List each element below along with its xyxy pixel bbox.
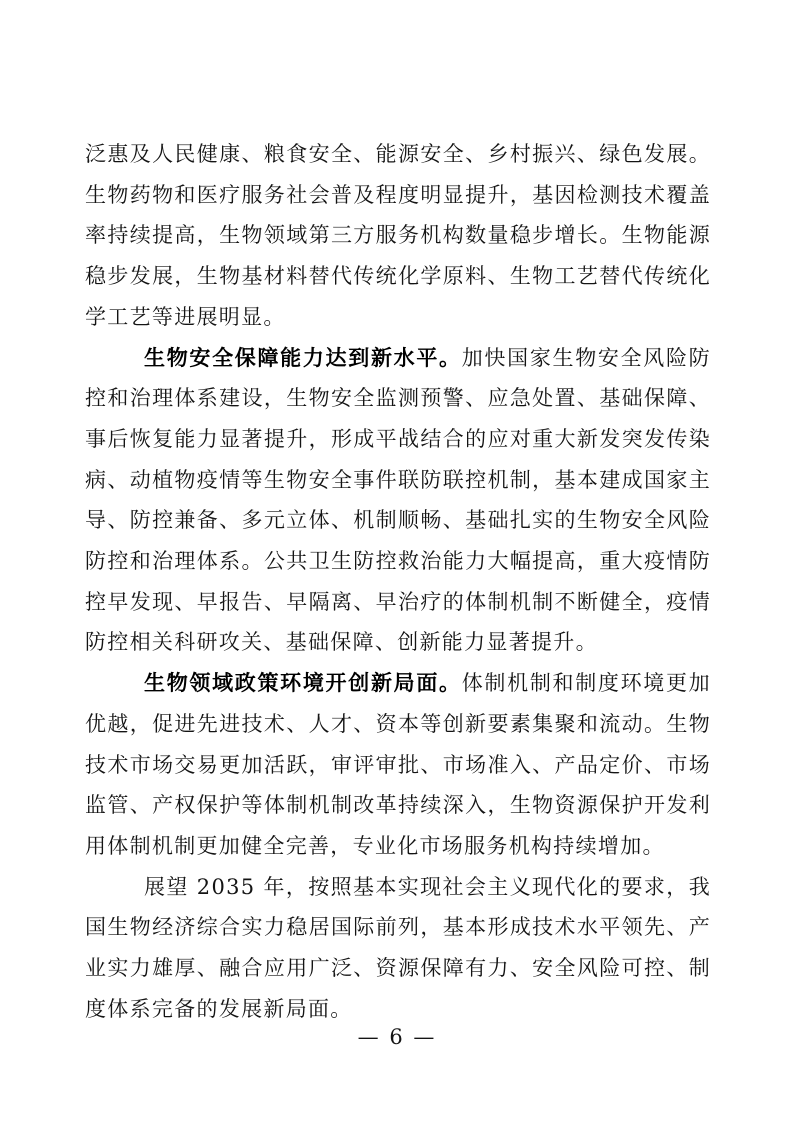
paragraph-text: 体制机制和制度环境更加优越，促进先进技术、人才、资本等创新要素集聚和流动。生物技术市场交易更加活跃，审评审批、市场准入、产品定价、市场监管、产权保护等体制机制改革持续深入，生物资源保护开发利用体制机制更加健全完善，专业化市场服务机构持续增加。	[85, 671, 711, 858]
paragraph	[85, 338, 711, 664]
page-number: — 6 —	[357, 1025, 437, 1049]
paragraph-text: 加快国家生物安全风险防控和治理体系建设，生物安全监测预警、应急处置、基础保障、事后恢复能力显著提升，形成平战结合的应对重大新发突发传染病、动植物疫情等生物安全事件联防联控机制，基本建成国家主导、防控兼备、多元立体、机制顺畅、基础扎实的生物安全风险防控和治理体系。公共卫生防控救治能力大幅提高，重大疫情防控早发现、早报告、早隔离、早治疗的体制机制不断健全，疫情防控相关科研攻关、基础保障、创新能力显著提升。	[85, 345, 711, 655]
paragraph	[85, 867, 711, 1030]
document-body	[85, 134, 711, 1029]
paragraph-text: 展望 2035 年，按照基本实现社会主义现代化的要求，我国生物经济综合实力稳居国际前列，基本形成技术水平领先、产业实力雄厚、融合应用广泛、资源保障有力、安全风险可控、制度体系完备的发展新局面。	[85, 874, 711, 1021]
paragraph-lead: 生物领域政策环境开创新局面。	[144, 671, 462, 696]
paragraph-text: 泛惠及人民健康、粮食安全、能源安全、乡村振兴、绿色发展。生物药物和医疗服务社会普及程度明显提升，基因检测技术覆盖率持续提高，生物领域第三方服务机构数量稳步增长。生物能源稳步发展，生物基材料替代传统化学原料、生物工艺替代传统化学工艺等进展明显。	[85, 142, 711, 329]
paragraph	[85, 663, 711, 867]
paragraph	[85, 134, 711, 338]
paragraph-lead: 生物安全保障能力达到新水平。	[144, 345, 462, 370]
